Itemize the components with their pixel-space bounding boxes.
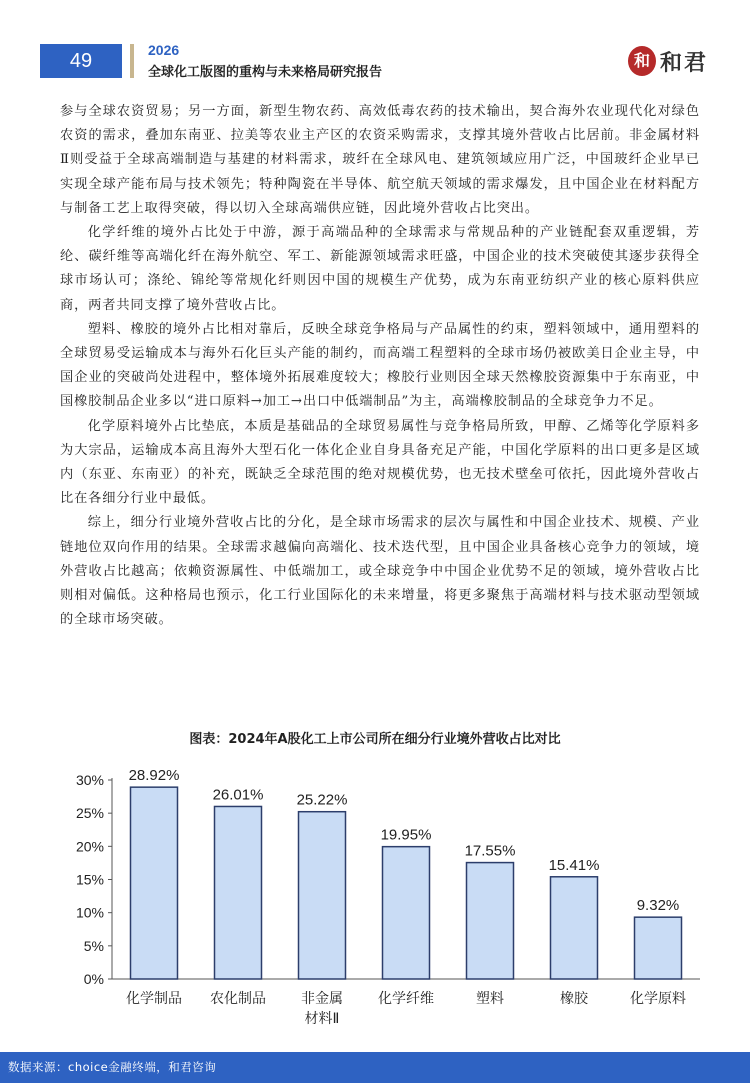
paragraph: 参与全球农资贸易；另一方面，新型生物农药、高效低毒农药的技术输出，契合海外农业现代化对绿色农资的需求，叠加东南亚、拉美等农业主产区的农资采购需求，支撑其境外营收占比居前。非金属材料Ⅱ则受益于全球高端制造与基建的材料需求，玻纤在全球风电、建筑领域应用广泛，中国玻纤企业早已实现全球产能布局与技术领先；特种陶瓷在半导体、航空航天领域的需求爆发，且中国企业在材料配方与制备工艺上取得突破，得以切入全球高端供应链，因此境外营收占比突出。 (60, 104, 700, 216)
y-tick-label: 15% (75, 871, 104, 888)
bar (383, 847, 430, 979)
category-label: 农化制品 (210, 991, 266, 1007)
category-label: 化学制品 (126, 991, 182, 1007)
y-tick-label: 30% (75, 772, 104, 788)
y-tick-label: 5% (83, 937, 104, 954)
data-label: 9.32% (636, 897, 680, 915)
bar (131, 787, 178, 979)
y-tick-label: 10% (75, 904, 104, 921)
data-label: 15.41% (548, 856, 600, 874)
category-label: 橡胶 (560, 991, 588, 1007)
data-label: 26.01% (212, 786, 264, 804)
report-title: 全球化工版图的重构与未来格局研究报告 (148, 65, 383, 80)
y-tick-label: 0% (83, 971, 104, 987)
paragraph: 塑料、橡胶的境外占比相对靠后，反映全球竞争格局与产品属性的约束，塑料领域中，通用塑料的全球贸易受运输成本与海外石化巨头产能的制约，而高端工程塑料的全球市场仍被欧美日企业主导，中国企业的突破尚处进程中，整体境外拓展难度较大；橡胶行业则因全球天然橡胶资源集中于东南亚，中国橡胶制品企业多以“进口原料→加工→出口中低端制品”为主，高端橡胶制品的全球竞争力不足。 (60, 321, 700, 410)
brand-logo (628, 44, 724, 80)
data-label: 19.95% (380, 826, 432, 844)
data-label: 17.55% (464, 842, 516, 860)
category-label: 化学纤维 (378, 991, 434, 1007)
paragraph: 综上，细分行业境外营收占比的分化，是全球市场需求的层次与属性和中国企业技术、规模、产业链地位双向作用的结果。全球需求越偏向高端化、技术迭代型，且中国企业具备核心竞争力的领域，境外营收占比越高；依赖资源属性、中低端加工，或全球竞争中中国企业优势不足的领域，境外营收占比则相对偏低。这种格局也预示，化工行业国际化的未来增量，将更多聚焦于高端材料与技术驱动型领域的全球市场突破。 (60, 515, 700, 628)
report-year: 2026 (148, 42, 180, 58)
data-source: 数据来源：choice金融终端，和君咨询 (8, 1060, 217, 1074)
data-label: 28.92% (128, 767, 180, 785)
bar (635, 917, 682, 979)
bar (299, 812, 346, 979)
chart-title: 图表：2024年A股化工上市公司所在细分行业境外营收占比对比 (189, 732, 561, 747)
article-body (60, 100, 700, 632)
category-label: 塑料 (476, 991, 504, 1007)
bar-chart (0, 760, 750, 1050)
y-tick-label: 25% (75, 805, 104, 822)
page-number: 49 (40, 44, 122, 78)
paragraph: 化学纤维的境外占比处于中游，源于高端品种的全球需求与常规品种的产业链配套双重逻辑，芳纶、碳纤维等高端化纤在海外航空、军工、新能源领域需求旺盛，中国企业的技术突破使其逐步获得全球市场认可；涤纶、锦纶等常规化纤则因中国的规模生产优势，成为东南亚纺织产业的核心原料供应商，两者共同支撑了境外营收占比。 (60, 225, 700, 313)
logo-seal-icon: 和 (628, 46, 656, 76)
paragraph: 化学原料境外占比垫底，本质是基础品的全球贸易属性与竞争格局所致，甲醇、乙烯等化学原料多为大宗品，运输成本高且海外大型石化一体化企业自身具备充足产能，中国化学原料的出口更多是区域内（东亚、东南亚）的补充，既缺乏全球范围的绝对规模优势，也无技术壁垒可依托，因此境外营收占比在各细分行业中最低。 (60, 418, 700, 507)
logo-text: 和君 (660, 51, 709, 76)
bar (551, 877, 598, 979)
category-label: 化学原料 (630, 991, 686, 1007)
category-label: 非金属 (301, 991, 343, 1007)
bar (467, 863, 514, 979)
bar (215, 806, 262, 979)
page-footer (0, 1052, 750, 1083)
y-tick-label: 20% (75, 838, 104, 855)
data-label: 25.22% (296, 791, 348, 809)
page-header (0, 0, 750, 90)
header-divider (130, 44, 134, 78)
category-label: 材料Ⅱ (304, 1011, 340, 1027)
